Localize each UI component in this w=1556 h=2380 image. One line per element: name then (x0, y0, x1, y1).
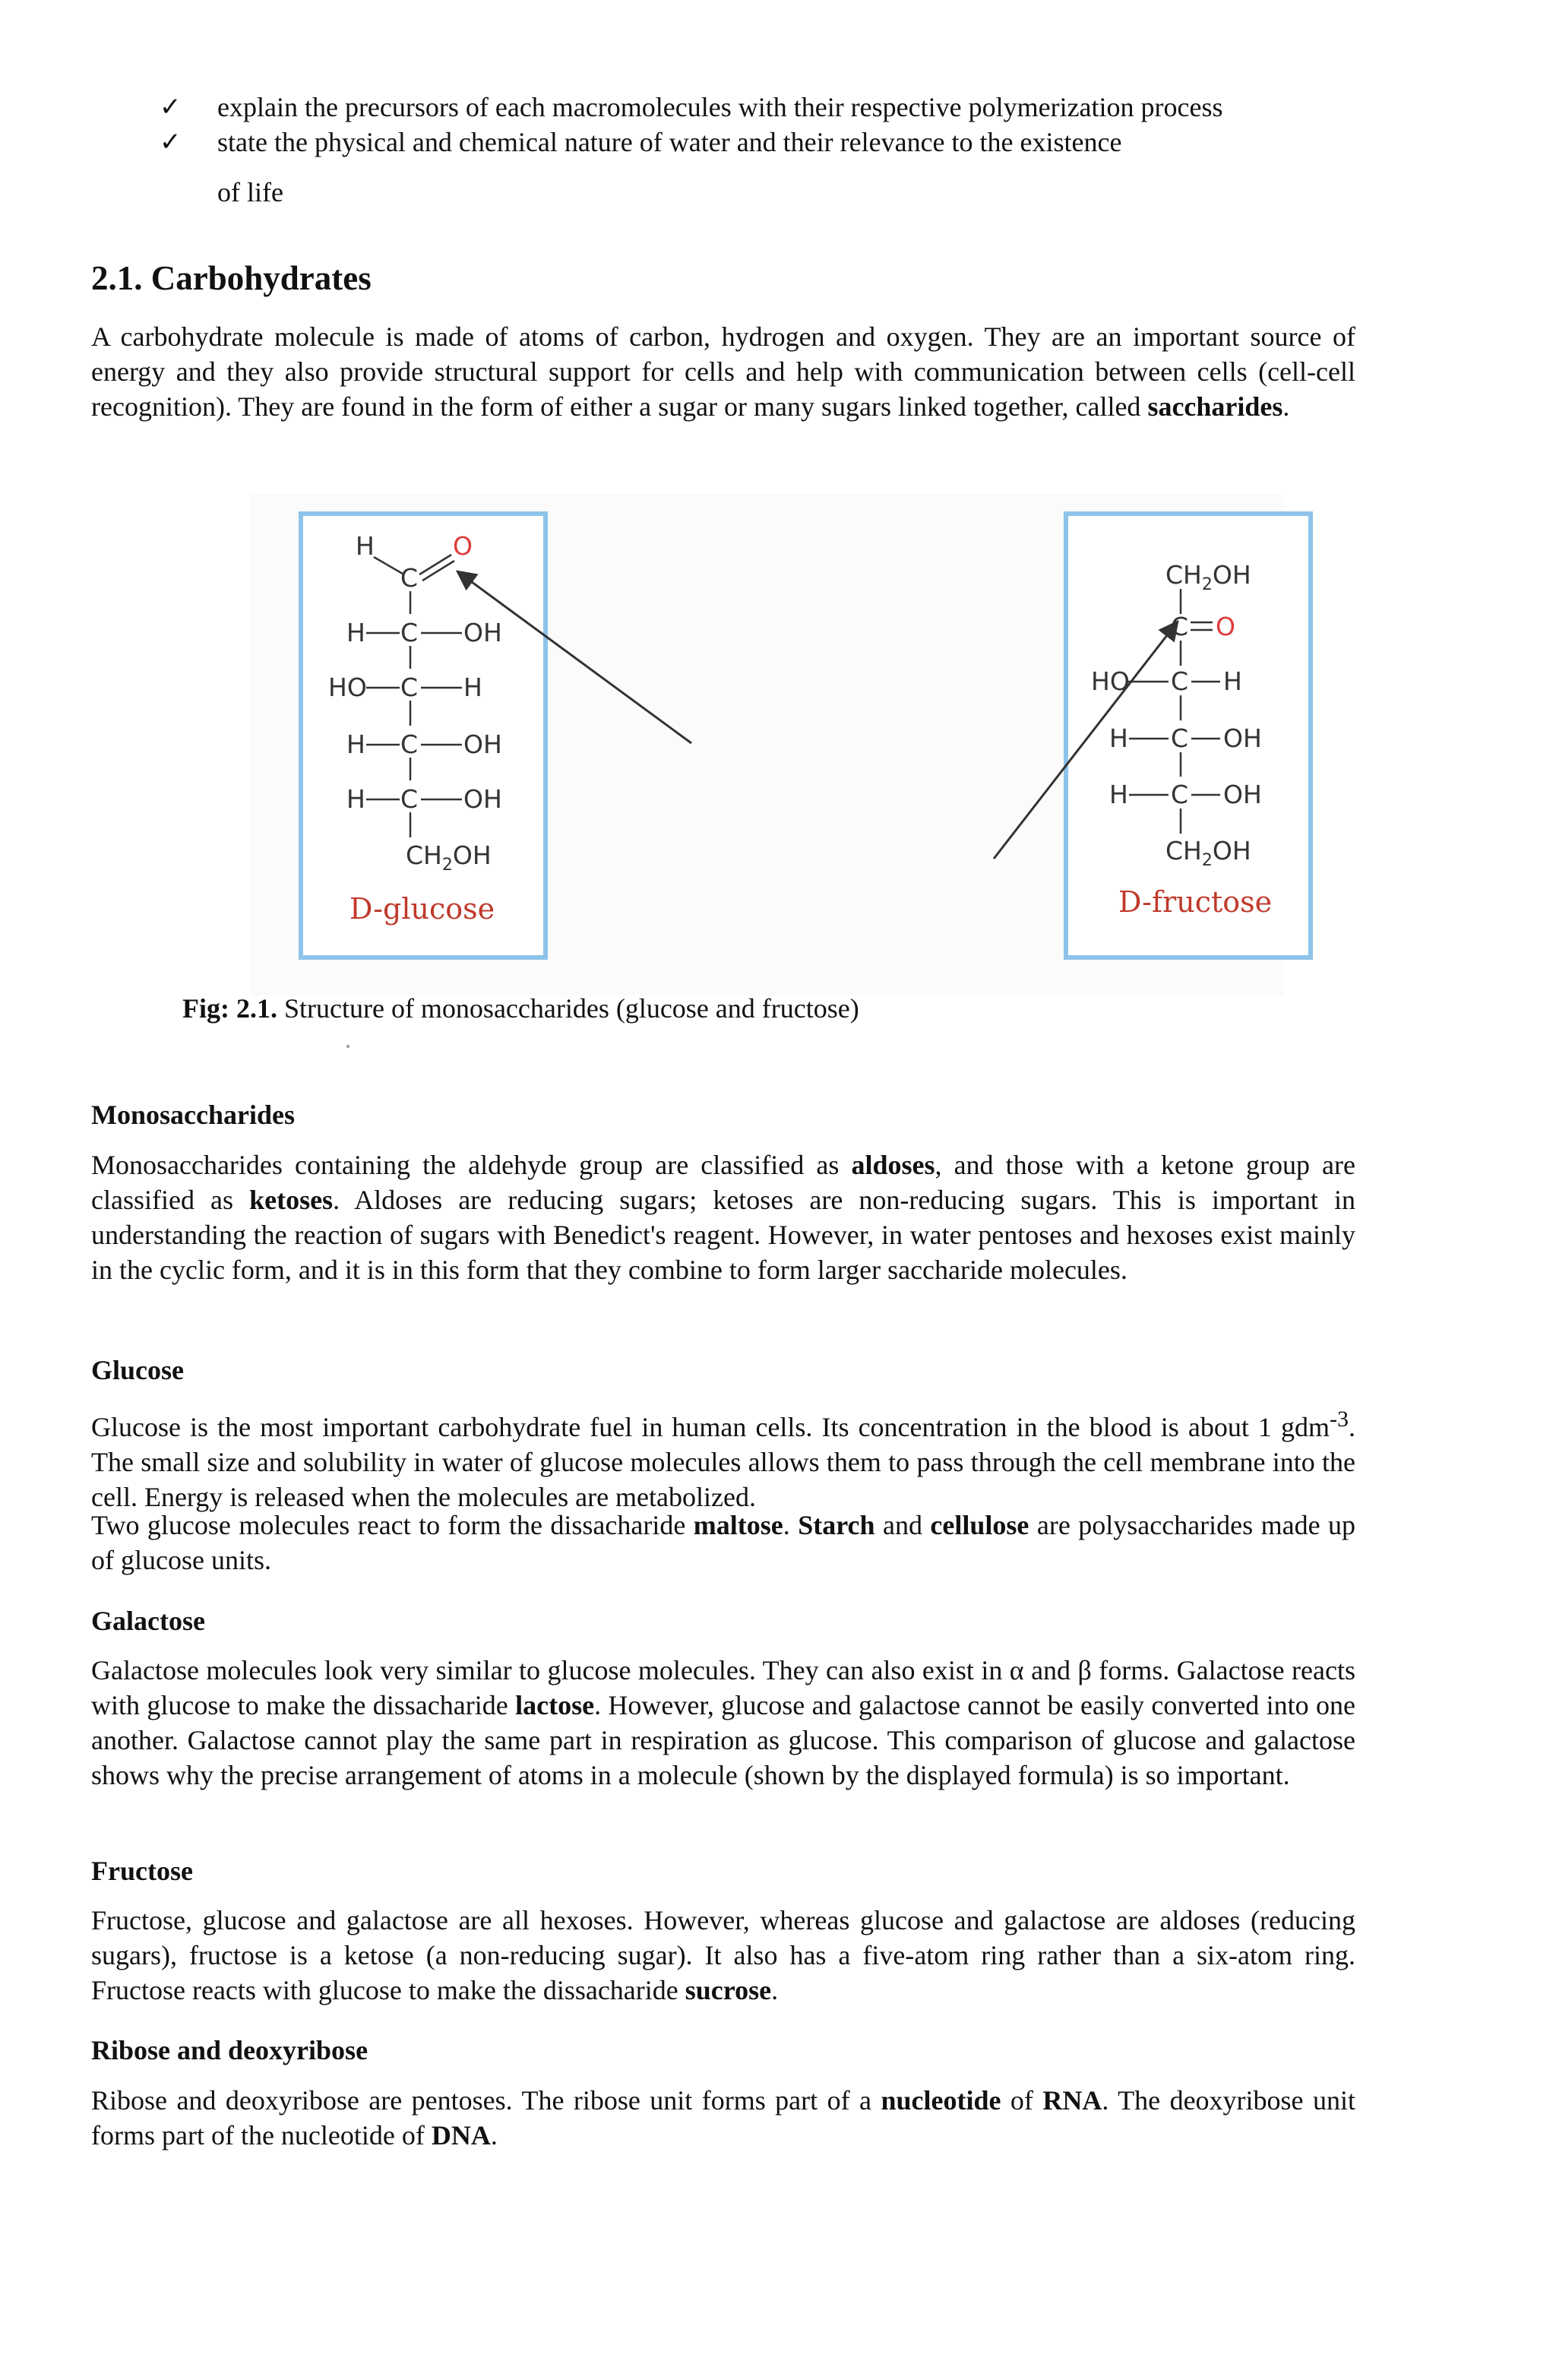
fructose-row3-left: H (1109, 780, 1128, 809)
ketone-arrow (994, 622, 1178, 859)
checkmark-icon: ✓ (160, 127, 182, 157)
monosaccharides-paragraph: Monosaccharides containing the aldehyde group are classified as aldoses, and those with a ketone group are classified as ketoses. Aldoses are reducing sugars; ketoses are non-reducing sugars. This is important in understanding the reaction of sugars with Benedict's reagent. However, in water pentoses and hexoses exist mainly in the cyclic form, and it is in this form that they combine to form larger saccharide molecules. (91, 1150, 1356, 1285)
rna-term: RNA (1042, 2085, 1102, 2116)
intro-end: . (1282, 391, 1290, 422)
glucose-row1-carbon: C (400, 618, 419, 647)
objective-text: explain the precursors of each macromolecules with their respective polymerization process (217, 92, 1223, 122)
ribose-heading: Ribose and deoxyribose (91, 2035, 368, 2065)
fructose-row2-carbon: C (1171, 723, 1189, 753)
section-heading: 2.1. Carbohydrates (91, 259, 372, 297)
glucose-row4-right: OH (463, 784, 502, 814)
fructose-row1-left: HO (1091, 666, 1130, 696)
intro-text: A carbohydrate molecule is made of atoms of carbon, hydrogen and oxygen. They are an important source of energy and they also provide structural support for cells and help with communication between cells (cell-cell recognition). They are found in the form of either a sugar or many sugars linked together, called (91, 321, 1355, 422)
glucose-bottom-group: $CH_2OH$ (406, 840, 492, 875)
dna-term: DNA (431, 2120, 491, 2151)
glucose-row1-right: OH (463, 618, 502, 647)
ketoses-term: ketoses (249, 1185, 334, 1215)
checkmark-icon: ✓ (160, 92, 182, 122)
galactose-heading: Galactose (91, 1606, 205, 1636)
glucose-row3-left: H (346, 730, 365, 759)
glucose-row2-carbon: C (400, 673, 419, 702)
glucose-row3-carbon: C (400, 730, 419, 759)
glucose-heading: Glucose (91, 1355, 184, 1385)
maltose-term: maltose (693, 1510, 783, 1540)
stray-dot (346, 1045, 349, 1048)
glucose-row1-left: H (346, 618, 365, 647)
glucose-row4-carbon: C (400, 784, 419, 814)
glucose-row2-left: HO (328, 673, 367, 702)
glucose-aldehyde-h: H (356, 531, 375, 561)
glucose-row2-right: H (463, 673, 482, 702)
unit-exponent: -3 (1330, 1407, 1349, 1432)
aldehyde-arrow (457, 571, 691, 743)
glucose-aldehyde-o: O (453, 531, 473, 561)
fructose-row2-left: H (1109, 723, 1128, 753)
objective-continuation: of life (217, 177, 283, 207)
glucose-structure (328, 531, 502, 926)
lactose-term: lactose (515, 1690, 595, 1720)
glucose-aldehyde-c: C (400, 563, 419, 593)
fructose-row1-carbon: C (1171, 666, 1189, 696)
fructose-keto-c: C (1171, 612, 1189, 641)
glucose-label: D-glucose (349, 892, 495, 926)
glucose-row4-left: H (346, 784, 365, 814)
galactose-paragraph: Galactose molecules look very similar to glucose molecules. They can also exist in α and β forms. Galactose reacts with glucose to make the dissacharide lactose. However, glucose and galactose cannot be easily converted into one another. Galactose cannot play the same part in respiration as glucose. This comparison of glucose and galactose shows why the precise arrangement of atoms in a molecule (shown by the displayed formula) is so important. (91, 1655, 1355, 1790)
monosaccharide-structures (0, 0, 1556, 1003)
fructose-bottom-group: $CH_2OH$ (1165, 836, 1251, 870)
fructose-keto-o: O (1216, 612, 1235, 641)
fructose-heading: Fructose (91, 1856, 193, 1886)
glucose-paragraph: Glucose is the most important carbohydrate fuel in human cells. Its concentration in the blood is about 1 gdm$^{-3}$. The small size and solubility in water of glucose molecules allows them to pass through the cell membrane into the cell. Energy is released when the molecules are metabolized. (91, 1407, 1355, 1512)
sucrose-term: sucrose (685, 1975, 772, 2005)
fructose-structure (1091, 560, 1272, 919)
glucose-paragraph-2: Two glucose molecules react to form the dissacharide maltose. Starch and cellulose are polysaccharides made up of glucose units. (91, 1510, 1355, 1575)
fructose-paragraph: Fructose, glucose and galactose are all hexoses. However, whereas glucose and galactose are aldoses (reducing sugars), fructose is a ketose (a non-reducing sugar). It also has a five-atom ring rather than a six-atom ring. Fructose reacts with glucose to make the dissacharide sucrose. (91, 1905, 1355, 2005)
starch-term: Starch (798, 1510, 875, 1540)
saccharides-term: saccharides (1147, 391, 1283, 422)
glucose-row3-right: OH (463, 730, 502, 759)
fructose-row2-right: OH (1223, 723, 1262, 753)
fructose-label: D-fructose (1118, 885, 1273, 919)
ribose-paragraph: Ribose and deoxyribose are pentoses. The ribose unit forms part of a nucleotide of RNA. The deoxyribose unit forms part of the nucleotide of DNA. (91, 2085, 1355, 2151)
fructose-row3-carbon: C (1171, 780, 1189, 809)
figure-caption-label: Fig: 2.1. (182, 993, 277, 1024)
fructose-top-group: $CH_2OH$ (1165, 560, 1251, 594)
nucleotide-term: nucleotide (881, 2085, 1001, 2116)
figure-caption-text: Structure of monosaccharides (glucose and fructose) (277, 993, 859, 1024)
fructose-row1-right: H (1223, 666, 1242, 696)
objective-text: state the physical and chemical nature of water and their relevance to the existence (217, 127, 1122, 157)
fructose-row3-right: OH (1223, 780, 1262, 809)
aldoses-term: aldoses (851, 1150, 935, 1180)
monosaccharides-heading: Monosaccharides (91, 1100, 295, 1130)
figure-caption (182, 992, 859, 1024)
cellulose-term: cellulose (930, 1510, 1029, 1540)
